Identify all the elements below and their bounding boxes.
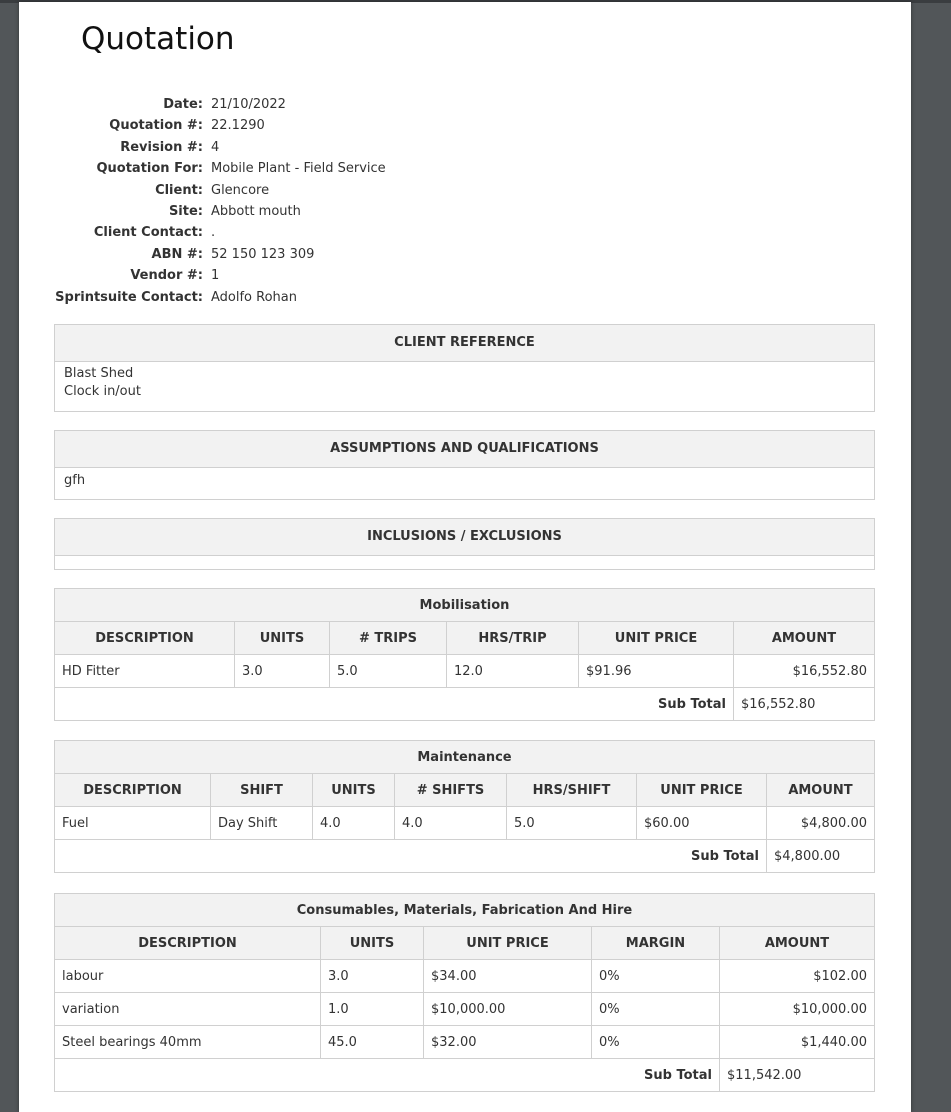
detail-label: ABN #: bbox=[151, 246, 203, 262]
column-header: DESCRIPTION bbox=[55, 774, 211, 807]
detail-value: Abbott mouth bbox=[211, 204, 301, 220]
detail-row-quotation-number bbox=[19, 115, 386, 136]
section-body bbox=[55, 362, 874, 411]
assumptions-section bbox=[54, 430, 875, 500]
subtotal-value: $11,542.00 bbox=[720, 1059, 875, 1092]
detail-row-client bbox=[19, 180, 386, 201]
cell-description: Fuel bbox=[55, 807, 211, 840]
mobilisation-table bbox=[54, 588, 875, 721]
column-header: UNITS bbox=[235, 622, 330, 655]
cell-trips: 5.0 bbox=[330, 655, 447, 688]
cell-units: 45.0 bbox=[321, 1026, 424, 1059]
cell-hrs-trip: 12.0 bbox=[447, 655, 579, 688]
column-header: AMOUNT bbox=[720, 927, 875, 960]
cell-hrs-shift: 5.0 bbox=[507, 807, 637, 840]
subtotal-label: Sub Total bbox=[55, 688, 734, 721]
cell-units: 1.0 bbox=[321, 993, 424, 1026]
section-heading: ASSUMPTIONS AND QUALIFICATIONS bbox=[55, 431, 874, 468]
column-header: AMOUNT bbox=[767, 774, 875, 807]
cell-amount: $10,000.00 bbox=[720, 993, 875, 1026]
detail-value: 1 bbox=[211, 268, 220, 284]
subtotal-row bbox=[55, 688, 875, 721]
cell-unit-price: $32.00 bbox=[424, 1026, 592, 1059]
cell-margin: 0% bbox=[592, 993, 720, 1026]
detail-label: Client: bbox=[155, 182, 203, 198]
subtotal-row bbox=[55, 1059, 875, 1092]
cell-description: variation bbox=[55, 993, 321, 1026]
consumables-table bbox=[54, 893, 875, 1092]
column-header: UNIT PRICE bbox=[637, 774, 767, 807]
column-header: # SHIFTS bbox=[395, 774, 507, 807]
table-row bbox=[55, 807, 875, 840]
detail-label: Revision #: bbox=[120, 139, 203, 155]
cell-amount: $16,552.80 bbox=[734, 655, 875, 688]
column-header: DESCRIPTION bbox=[55, 927, 321, 960]
column-header: AMOUNT bbox=[734, 622, 875, 655]
cell-description: labour bbox=[55, 960, 321, 993]
cell-shift: Day Shift bbox=[211, 807, 313, 840]
inclusions-section bbox=[54, 518, 875, 570]
reference-line: Blast Shed bbox=[64, 366, 134, 381]
detail-value: 22.1290 bbox=[211, 118, 265, 134]
detail-label: Date: bbox=[163, 97, 203, 112]
section-heading: INCLUSIONS / EXCLUSIONS bbox=[55, 519, 874, 556]
client-reference-section bbox=[54, 324, 875, 412]
detail-value: Glencore bbox=[211, 182, 270, 198]
table-caption: Consumables, Materials, Fabrication And Hire bbox=[55, 894, 875, 927]
detail-label: Client Contact: bbox=[93, 225, 203, 241]
section-body bbox=[55, 556, 874, 569]
maintenance-table bbox=[54, 740, 875, 873]
table-caption: Maintenance bbox=[55, 741, 875, 774]
detail-value: . bbox=[211, 225, 216, 241]
column-header: HRS/TRIP bbox=[447, 622, 579, 655]
reference-line: Clock in/out bbox=[64, 384, 141, 399]
detail-row-vendor bbox=[19, 265, 386, 286]
section-body: gfh bbox=[64, 473, 86, 488]
column-header: # TRIPS bbox=[330, 622, 447, 655]
detail-label: Site: bbox=[168, 204, 203, 220]
detail-row-client-contact bbox=[19, 222, 386, 243]
cell-margin: 0% bbox=[592, 1026, 720, 1059]
column-header: DESCRIPTION bbox=[55, 622, 235, 655]
detail-value: Adolfo Rohan bbox=[211, 289, 297, 305]
subtotal-row bbox=[55, 840, 875, 873]
detail-row-abn bbox=[19, 244, 386, 265]
subtotal-label: Sub Total bbox=[55, 1059, 720, 1092]
document-page bbox=[19, 2, 911, 1112]
cell-amount: $102.00 bbox=[720, 960, 875, 993]
cell-amount: $1,440.00 bbox=[720, 1026, 875, 1059]
table-row bbox=[55, 1026, 875, 1059]
cell-unit-price: $10,000.00 bbox=[424, 993, 592, 1026]
detail-row-site bbox=[19, 201, 386, 222]
column-header: UNITS bbox=[321, 927, 424, 960]
table-row bbox=[55, 993, 875, 1026]
detail-value: 52 150 123 309 bbox=[211, 246, 315, 262]
detail-label: Quotation For: bbox=[96, 161, 203, 177]
cell-unit-price: $34.00 bbox=[424, 960, 592, 993]
table-row bbox=[55, 655, 875, 688]
detail-row-sprintsuite-contact bbox=[19, 287, 386, 308]
cell-shifts: 4.0 bbox=[395, 807, 507, 840]
detail-row-date bbox=[19, 94, 386, 115]
table-row bbox=[55, 960, 875, 993]
cell-amount: $4,800.00 bbox=[767, 807, 875, 840]
detail-label: Vendor #: bbox=[130, 268, 203, 284]
column-header: UNITS bbox=[313, 774, 395, 807]
detail-row-quotation-for bbox=[19, 158, 386, 179]
detail-label: Sprintsuite Contact: bbox=[55, 289, 203, 305]
column-header: SHIFT bbox=[211, 774, 313, 807]
subtotal-value: $16,552.80 bbox=[734, 688, 875, 721]
cell-units: 3.0 bbox=[235, 655, 330, 688]
cell-margin: 0% bbox=[592, 960, 720, 993]
column-header: UNIT PRICE bbox=[424, 927, 592, 960]
detail-value: Mobile Plant - Field Service bbox=[211, 161, 386, 177]
cell-units: 4.0 bbox=[313, 807, 395, 840]
quotation-details bbox=[19, 94, 386, 308]
section-heading: CLIENT REFERENCE bbox=[55, 325, 874, 362]
table-caption: Mobilisation bbox=[55, 589, 875, 622]
cell-unit-price: $91.96 bbox=[579, 655, 734, 688]
detail-value: 4 bbox=[211, 139, 220, 155]
cell-description: HD Fitter bbox=[55, 655, 235, 688]
cell-description: Steel bearings 40mm bbox=[55, 1026, 321, 1059]
detail-row-revision bbox=[19, 137, 386, 158]
subtotal-label: Sub Total bbox=[55, 840, 767, 873]
column-header: MARGIN bbox=[592, 927, 720, 960]
detail-label: Quotation #: bbox=[109, 118, 203, 134]
column-header: HRS/SHIFT bbox=[507, 774, 637, 807]
subtotal-value: $4,800.00 bbox=[767, 840, 875, 873]
page-title: Quotation bbox=[81, 21, 235, 57]
detail-value: 21/10/2022 bbox=[211, 97, 286, 112]
column-header: UNIT PRICE bbox=[579, 622, 734, 655]
cell-units: 3.0 bbox=[321, 960, 424, 993]
cell-unit-price: $60.00 bbox=[637, 807, 767, 840]
